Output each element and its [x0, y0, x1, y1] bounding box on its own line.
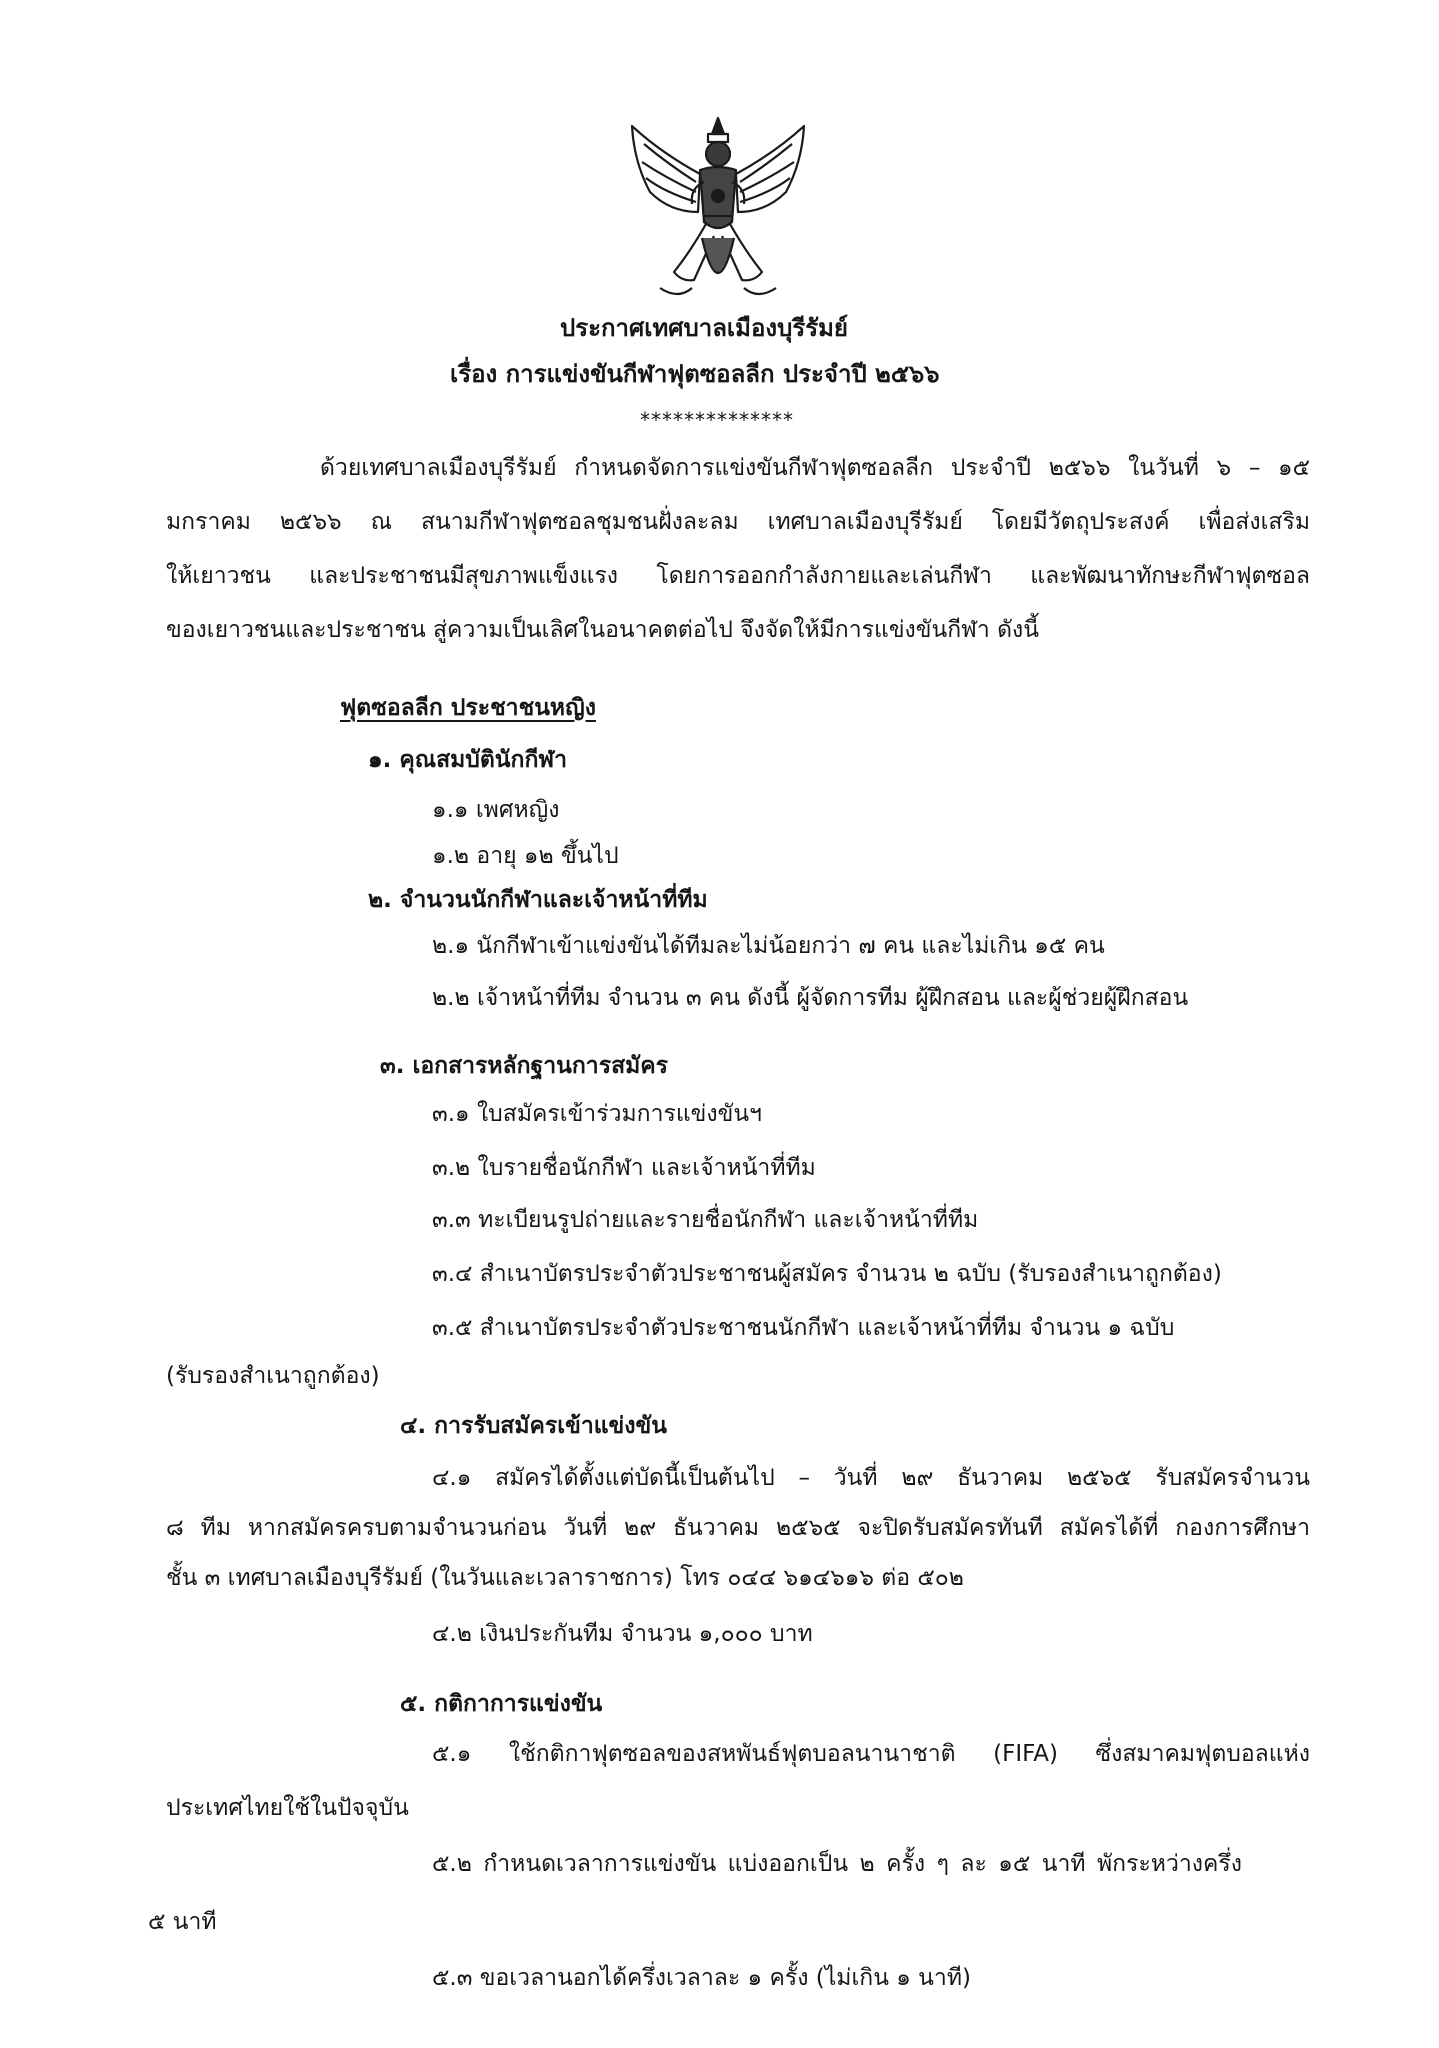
s3-item-5-cont: (รับรองสำเนาถูกต้อง)	[166, 1363, 380, 1389]
s3-item-2: ๓.๒ ใบรายชื่อนักกีฬา และเจ้าหน้าที่ทีม	[432, 1155, 816, 1181]
s5-item-2-cont: ๕ นาที	[148, 1909, 217, 1935]
s4-item-1: ๔.๑ สมัครได้ตั้งแต่บัดนี้เป็นต้นไป – วันที่ ๒๙ ธันวาคม ๒๕๖๕ รับสมัครจำนวน	[432, 1465, 1310, 1491]
s1-item-2: ๑.๒ อายุ ๑๒ ขึ้นไป	[432, 843, 619, 869]
s2-item-2: ๒.๒ เจ้าหน้าที่ทีม จำนวน ๓ คน ดังนี้ ผู้จัดการทีม ผู้ฝึกสอน และผู้ช่วยผู้ฝึกสอน	[432, 985, 1189, 1011]
s5-item-3: ๕.๓ ขอเวลานอกได้ครึ่งเวลาละ ๑ ครั้ง (ไม่เกิน ๑ นาที)	[432, 1965, 971, 1991]
s4-item-2: ๔.๒ เงินประกันทีม จำนวน ๑,๐๐๐ บาท	[432, 1621, 813, 1647]
intro-line-3: ให้เยาวชน และประชาชนมีสุขภาพแข็งแรง โดยการออกกำลังกายและเล่นกีฬา และพัฒนาทักษะกีฬาฟุตซอล	[166, 563, 1310, 589]
s5-item-2: ๕.๒ กำหนดเวลาการแข่งขัน แบ่งออกเป็น ๒ ครั้ง ๆ ละ ๑๕ นาที พักระหว่างครึ่ง	[432, 1851, 1242, 1877]
s1-title: ๑. คุณสมบัตินักกีฬา	[368, 747, 568, 773]
section-title: ฟุตซอลลีก ประชาชนหญิง	[340, 695, 596, 721]
s3-item-1: ๓.๑ ใบสมัครเข้าร่วมการแข่งขันฯ	[432, 1101, 762, 1127]
s3-item-5: ๓.๕ สำเนาบัตรประจำตัวประชาชนนักกีฬา และเจ้าหน้าที่ทีม จำนวน ๑ ฉบับ	[432, 1315, 1175, 1341]
separator-stars: **************	[640, 408, 794, 432]
garuda-emblem-icon	[620, 112, 816, 312]
s1-item-1: ๑.๑ เพศหญิง	[432, 797, 560, 823]
intro-line-4: ของเยาวชนและประชาชน สู่ความเป็นเลิศในอนาคตต่อไป จึงจัดให้มีการแข่งขันกีฬา ดังนี้	[166, 617, 1039, 643]
s2-item-1: ๒.๑ นักกีฬาเข้าแข่งขันได้ทีมละไม่น้อยกว่า ๗ คน และไม่เกิน ๑๕ คน	[432, 933, 1105, 959]
intro-line-2: มกราคม ๒๕๖๖ ณ สนามกีฬาฟุตซอลชุมชนฝั่งละลม เทศบาลเมืองบุรีรัมย์ โดยมีวัตถุประสงค์ เพื่อส่งเสริม	[166, 509, 1310, 535]
announcement-title: ประกาศเทศบาลเมืองบุรีรัมย์	[560, 314, 848, 342]
s3-title: ๓. เอกสารหลักฐานการสมัคร	[380, 1053, 669, 1079]
s3-item-4: ๓.๔ สำเนาบัตรประจำตัวประชาชนผู้สมัคร จำนวน ๒ ฉบับ (รับรองสำเนาถูกต้อง)	[432, 1261, 1222, 1287]
s2-title: ๒. จำนวนนักกีฬาและเจ้าหน้าที่ทีม	[368, 887, 708, 913]
s5-title: ๕. กติกาการแข่งขัน	[400, 1691, 603, 1717]
intro-line-1: ด้วยเทศบาลเมืองบุรีรัมย์ กำหนดจัดการแข่งขันกีฬาฟุตซอลลีก ประจำปี ๒๕๖๖ ในวันที่ ๖ – ๑๕	[320, 455, 1310, 481]
s5-item-1: ๕.๑ ใช้กติกาฟุตซอลของสหพันธ์ฟุตบอลนานาชาติ (FIFA) ซึ่งสมาคมฟุตบอลแห่ง	[432, 1741, 1310, 1767]
s3-item-3: ๓.๓ ทะเบียนรูปถ่ายและรายชื่อนักกีฬา และเจ้าหน้าที่ทีม	[432, 1207, 979, 1233]
announcement-subject: เรื่อง การแข่งขันกีฬาฟุตซอลลีก ประจำปี ๒๕๖๖	[450, 360, 940, 388]
s4-item-1-cont-1: ๘ ทีม หากสมัครครบตามจำนวนก่อน วันที่ ๒๙ ธันวาคม ๒๕๖๕ จะปิดรับสมัครทันที สมัครได้ที่ กองการศึกษา	[166, 1515, 1310, 1541]
s5-item-1-cont: ประเทศไทยใช้ในปัจจุบัน	[166, 1795, 409, 1821]
s4-item-1-cont-2: ชั้น ๓ เทศบาลเมืองบุรีรัมย์ (ในวันและเวลาราชการ) โทร ๐๔๔ ๖๑๔๖๑๖ ต่อ ๕๐๒	[166, 1565, 964, 1591]
s4-title: ๔. การรับสมัครเข้าแข่งขัน	[400, 1413, 667, 1439]
